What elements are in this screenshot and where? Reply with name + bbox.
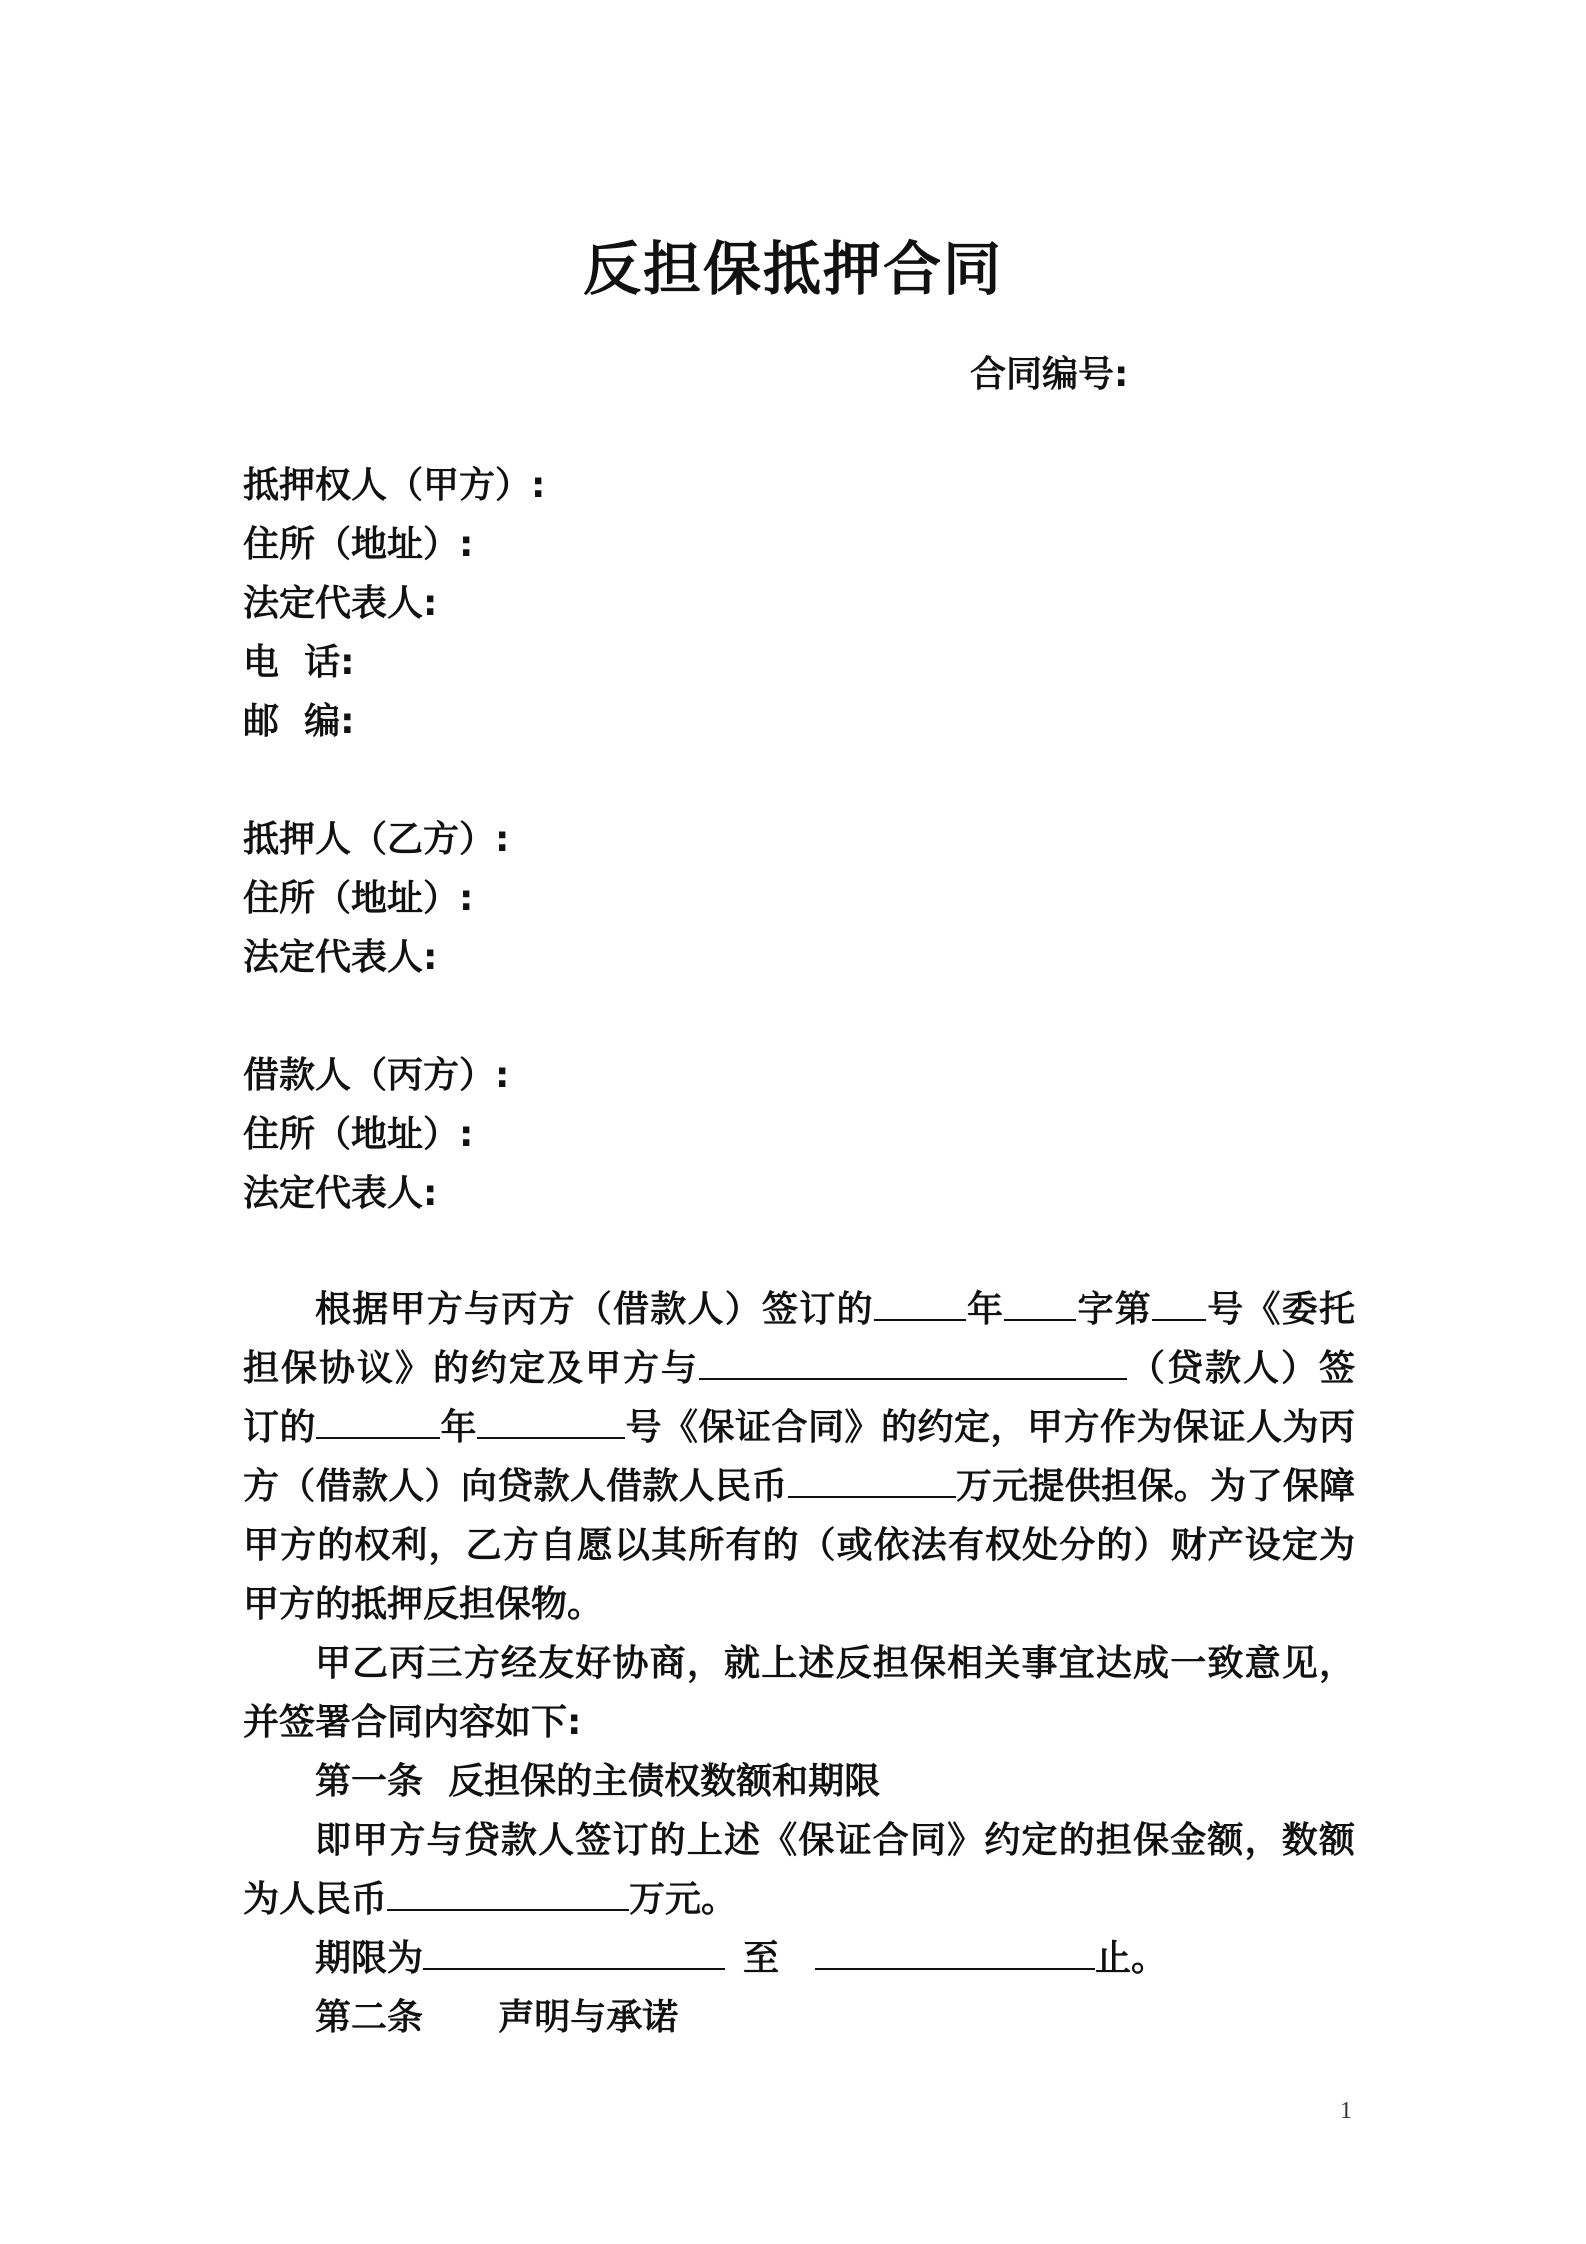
contract-number-label: 合同编号: xyxy=(970,354,1129,395)
blank-line xyxy=(316,1403,440,1439)
blank-line xyxy=(423,1934,725,1970)
blank-line xyxy=(874,1285,966,1321)
party-b-address-label: 住所（地址）: xyxy=(243,878,474,919)
article-1-amount xyxy=(243,1811,1355,1929)
term-text: 至 xyxy=(743,1938,780,1979)
party-a-phone-label: 电 话: xyxy=(243,642,355,683)
preamble-paragraph xyxy=(243,1280,1355,1634)
blank-line xyxy=(1004,1285,1076,1321)
preamble-text: （贷款人）签订的 xyxy=(243,1348,1355,1448)
document-title: 反担保抵押合同 xyxy=(582,235,1003,303)
party-a-rep-label: 法定代表人: xyxy=(243,583,438,624)
blank-line xyxy=(788,1462,956,1498)
preamble-text: 号《委托担保协议》的约定及甲方与 xyxy=(243,1289,1355,1389)
blank-line xyxy=(699,1344,1127,1380)
party-c-address-label: 住所（地址）: xyxy=(243,1114,474,1155)
article-1-heading: 第一条 反担保的主债权数额和期限 xyxy=(315,1761,881,1802)
preamble-text: 根据甲方与丙方（借款人）签订的 xyxy=(315,1289,874,1330)
preamble-text: 万元提供担保。为了保障甲方的权利，乙方自愿以其所有的（或依法有权处分的）财产设定为甲方的抵押反担保物。 xyxy=(243,1466,1355,1625)
party-info-section xyxy=(243,456,545,1223)
preamble-text: 年 xyxy=(965,1289,1005,1330)
preamble-text: 号《保证合同》的约定，甲方作为保证人为丙方（借款人）向贷款人借款人民币 xyxy=(243,1407,1355,1507)
blank-line xyxy=(387,1875,629,1911)
party-a-postcode-label: 邮 编: xyxy=(243,701,355,742)
blank-line xyxy=(1152,1285,1206,1321)
party-a-address-label: 住所（地址）: xyxy=(243,524,474,565)
amount-text: 即甲方与贷款人签订的上述《保证合同》约定的担保金额，数额为人民币 xyxy=(243,1820,1355,1920)
party-c-rep-label: 法定代表人: xyxy=(243,1173,438,1214)
party-c-name-label: 借款人（丙方）: xyxy=(243,1055,510,1096)
agreement-paragraph: 甲乙丙三方经友好协商，就上述反担保相关事宜达成一致意见，并签署合同内容如下: xyxy=(243,1643,1355,1743)
party-a-name-label: 抵押权人（甲方）: xyxy=(243,465,546,506)
party-b-name-label: 抵押人（乙方）: xyxy=(243,819,510,860)
page-number: 1 xyxy=(1340,2098,1352,2124)
term-text: 期限为 xyxy=(315,1938,424,1979)
blank-line xyxy=(815,1934,1095,1970)
term-text: 止。 xyxy=(1095,1938,1168,1979)
preamble-text: 字第 xyxy=(1076,1289,1152,1330)
article-1-term xyxy=(243,1929,1355,1988)
amount-text: 万元。 xyxy=(629,1879,738,1920)
party-b-rep-label: 法定代表人: xyxy=(243,937,438,978)
contract-body xyxy=(243,1280,1355,2047)
article-2-heading: 第二条 声明与承诺 xyxy=(315,1997,679,2038)
preamble-text: 年 xyxy=(440,1407,477,1448)
blank-line xyxy=(477,1403,625,1439)
